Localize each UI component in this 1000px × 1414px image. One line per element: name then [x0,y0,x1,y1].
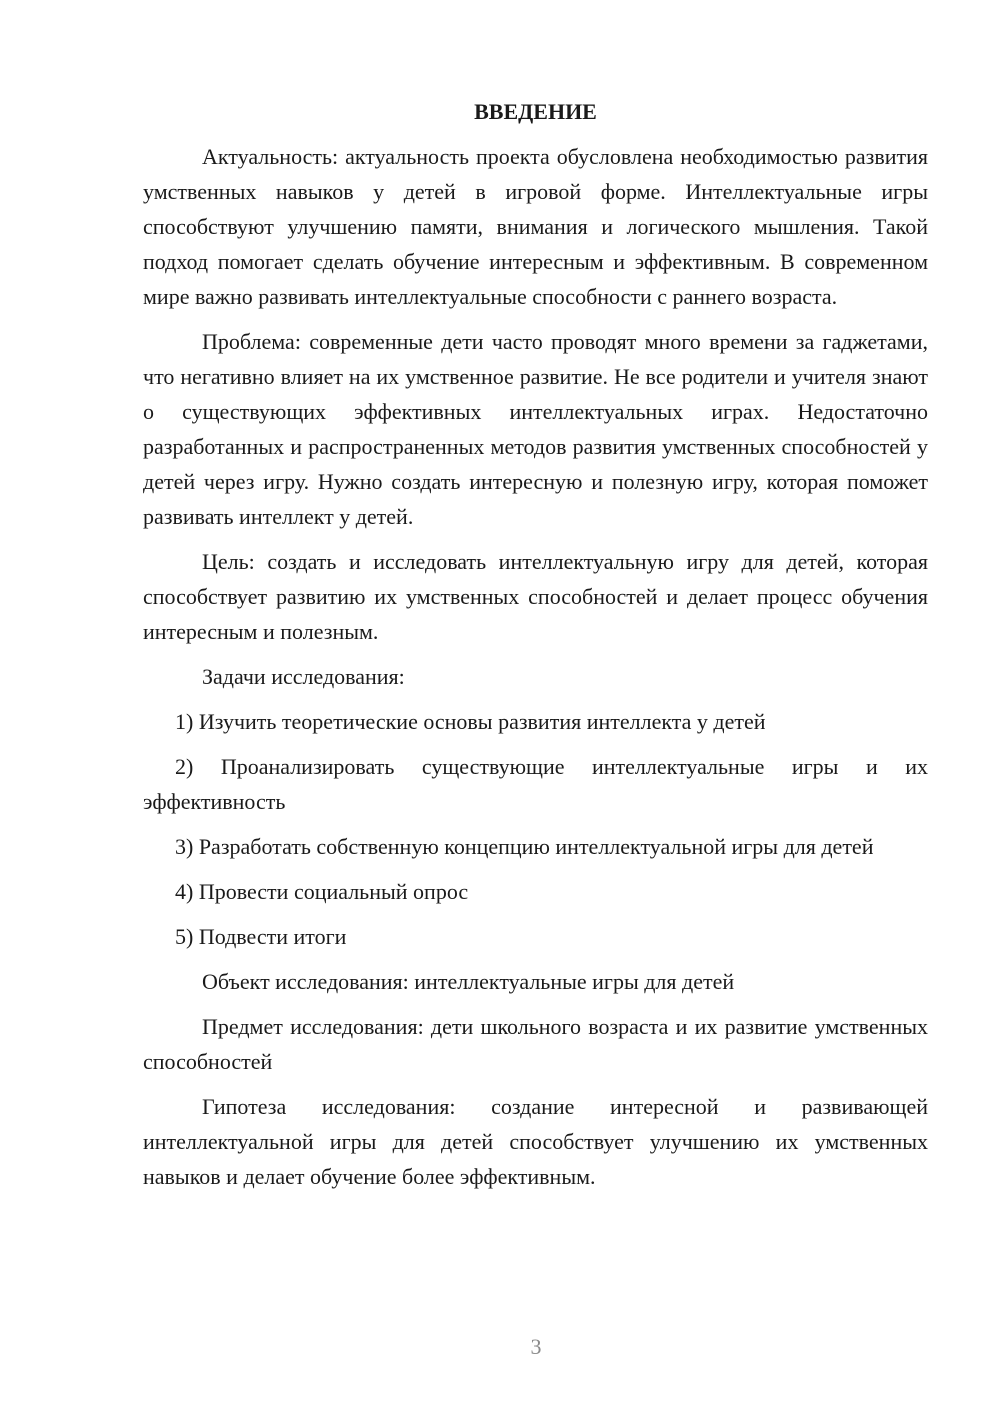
task-item: 2) Проанализировать существующие интеллектуальные игры и их эффективность [143,754,928,814]
page-number: 3 [530,1334,542,1359]
problem-paragraph: Проблема: современные дети часто проводят много времени за гаджетами, что негативно влияет на их умственное развитие. Не все родители и учителя знают о существующих эффективных интеллектуальных играх. Недостаточно разработанных и распространенных методов развития умственных способностей у детей через игру. Нужно создать интересную и полезную игру, которая поможет развивать интеллект у детей. [143,329,928,529]
hypothesis-paragraph: Гипотеза исследования: создание интересной и развивающей интеллектуальной игры для детей способствует улучшению их умственных навыков и делает обучение более эффективным. [143,1094,928,1189]
task-item: 5) Подвести итоги [175,924,347,949]
object-paragraph: Объект исследования: интеллектуальные игры для детей [202,969,735,994]
task-item: 3) Разработать собственную концепцию интеллектуальной игры для детей [175,834,874,859]
relevance-paragraph: Актуальность: актуальность проекта обусловлена необходимостью развития умственных навыков у детей в игровой форме. Интеллектуальные игры способствуют улучшению памяти, внимания и логического мышления. Такой подход помогает сделать обучение интересным и эффективным. В современном мире важно развивать интеллектуальные способности с раннего возраста. [143,144,928,309]
document-body [143,94,928,1204]
subject-paragraph: Предмет исследования: дети школьного возраста и их развитие умственных способностей [143,1014,928,1074]
task-item: 1) Изучить теоретические основы развития интеллекта у детей [175,709,766,734]
page-title: ВВЕДЕНИЕ [474,99,597,124]
goal-paragraph: Цель: создать и исследовать интеллектуальную игру для детей, которая способствует развитию их умственных способностей и делает процесс обучения интересным и полезным. [143,549,928,644]
task-item: 4) Провести социальный опрос [175,879,469,904]
tasks-heading: Задачи исследования: [202,664,405,689]
